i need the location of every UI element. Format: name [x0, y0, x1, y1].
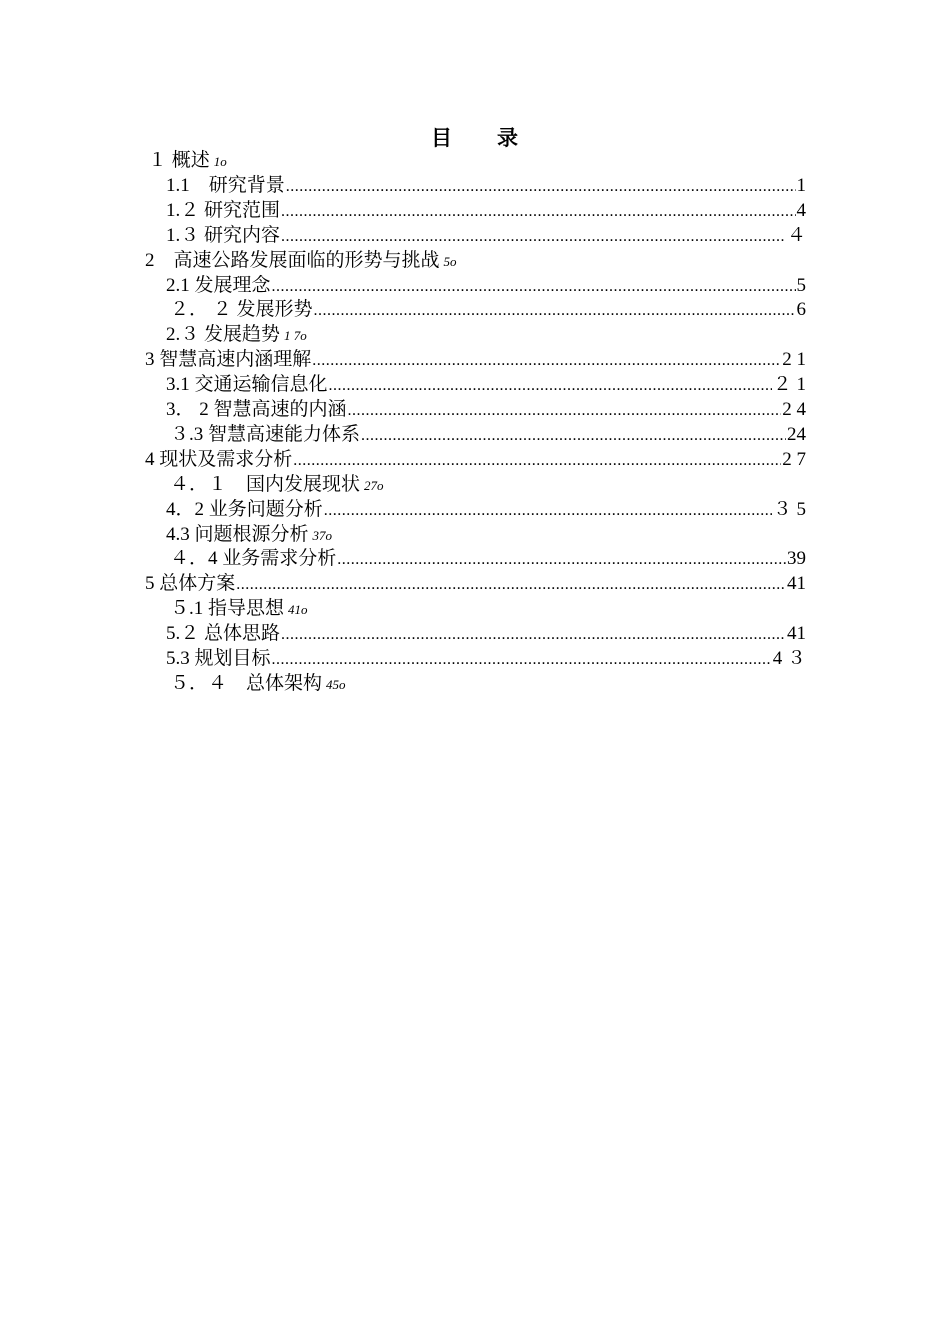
toc-entry-label: 1.２ 研究范围	[166, 199, 281, 221]
toc-entry[interactable]	[166, 273, 806, 298]
toc-leader-dots	[272, 274, 796, 299]
toc-entry-label: ２． ２ 发展形势	[170, 299, 313, 321]
toc-entry-label: 3.1 交通运输信息化	[166, 374, 328, 396]
toc-leader-dots	[281, 199, 795, 224]
toc-entry-label: 2 高速公路发展面临的形势与挑战	[145, 249, 440, 271]
toc-entry-label: 4 现状及需求分析	[145, 448, 293, 470]
toc-entry[interactable]	[166, 522, 332, 547]
toc-leader-dots	[272, 647, 772, 672]
toc-entry-label: ４．4 业务需求分析	[170, 548, 337, 570]
toc-leader-dots	[348, 398, 782, 423]
toc-entry[interactable]	[170, 422, 806, 447]
toc-leader-dots	[286, 174, 796, 199]
toc-entry-label: 3． 2 智慧高速的内涵	[166, 399, 347, 420]
toc-entry[interactable]	[170, 671, 346, 696]
toc-leader-dots	[329, 373, 772, 398]
toc-entry[interactable]	[145, 248, 457, 273]
toc-page-number: 41	[787, 623, 806, 645]
toc-leader-dots	[236, 572, 786, 597]
toc-entry-label: 2.３ 发展趋势	[166, 324, 281, 346]
toc-entry-label: 5.3 规划目标	[166, 648, 271, 669]
toc-page-number: 5	[796, 274, 806, 296]
toc-leader-dots	[293, 448, 781, 473]
toc-entry[interactable]	[166, 198, 806, 223]
toc-page-number: ４	[786, 224, 806, 246]
toc-page-number: 2 4	[782, 399, 806, 420]
toc-inline-page-number: 45o	[326, 676, 346, 692]
toc-entry[interactable]	[170, 546, 806, 571]
toc-inline-page-number: 5o	[443, 253, 457, 269]
toc-page-number: 4 ３	[772, 648, 806, 669]
toc-leader-dots	[337, 547, 786, 572]
toc-inline-page-number: 27o	[364, 477, 384, 493]
toc-entry[interactable]	[145, 347, 806, 372]
toc-entry-label: ５．４ 总体架构	[170, 672, 323, 694]
toc-page-number: 6	[796, 299, 806, 321]
page-title: 目 录	[431, 126, 519, 150]
toc-leader-dots	[324, 498, 772, 523]
toc-entry[interactable]	[170, 596, 308, 621]
toc-inline-page-number: 1 7o	[284, 328, 307, 344]
toc-entry-label: 4.3 问题根源分析	[166, 523, 309, 545]
toc-page-number: ２ 1	[772, 374, 806, 396]
toc-entry[interactable]	[170, 472, 384, 497]
toc-page-number: 24	[787, 423, 806, 445]
toc-entry[interactable]	[166, 322, 307, 347]
toc-page-number: ３ 5	[772, 498, 806, 520]
toc-entry-label: 4．2 业务问题分析	[166, 498, 323, 520]
toc-page-number: 39	[787, 548, 806, 570]
toc-entry-label: 5 总体方案	[145, 573, 236, 595]
toc-leader-dots	[281, 224, 786, 249]
toc-entry[interactable]	[166, 223, 806, 248]
toc-leader-dots	[314, 298, 796, 323]
toc-entry[interactable]	[145, 447, 806, 472]
toc-entry[interactable]	[166, 372, 806, 397]
toc-entry-label: 1.３ 研究内容	[166, 224, 281, 246]
toc-entry-label: ５.1 指导思想	[170, 598, 285, 620]
toc-entry[interactable]	[166, 621, 806, 646]
toc-entry[interactable]	[166, 497, 806, 522]
toc-entry[interactable]	[145, 571, 806, 596]
toc-entry-label: 1.1 研究背景	[166, 174, 285, 196]
toc-entry-label: ３.3 智慧高速能力体系	[170, 423, 361, 445]
toc-entry[interactable]	[166, 397, 806, 422]
toc-page-number: 2 7	[782, 448, 806, 470]
toc-entry-label: 3 智慧高速内涵理解	[145, 349, 312, 371]
toc-entry[interactable]	[170, 297, 806, 322]
toc-entry-label: 5.２ 总体思路	[166, 623, 281, 645]
toc-entry-label: 2.1 发展理念	[166, 274, 271, 296]
toc-inline-page-number: 1o	[213, 154, 227, 169]
toc-inline-page-number: 41o	[288, 602, 308, 618]
toc-page-number: 4	[796, 199, 806, 221]
toc-page-number: 41	[787, 573, 806, 595]
toc-leader-dots	[312, 348, 781, 373]
toc-entry[interactable]	[148, 148, 227, 173]
toc-leader-dots	[281, 622, 786, 647]
toc-entry[interactable]	[166, 173, 806, 198]
toc-inline-page-number: 37o	[312, 527, 333, 543]
toc-entry-label: １ 概述	[148, 150, 210, 171]
toc-page-number: 1	[796, 174, 806, 196]
toc-entry-label: ４．１ 国内发展现状	[170, 473, 361, 495]
toc-page-number: 2 1	[782, 349, 806, 371]
toc-entry[interactable]	[166, 646, 806, 671]
toc-leader-dots	[361, 423, 786, 448]
